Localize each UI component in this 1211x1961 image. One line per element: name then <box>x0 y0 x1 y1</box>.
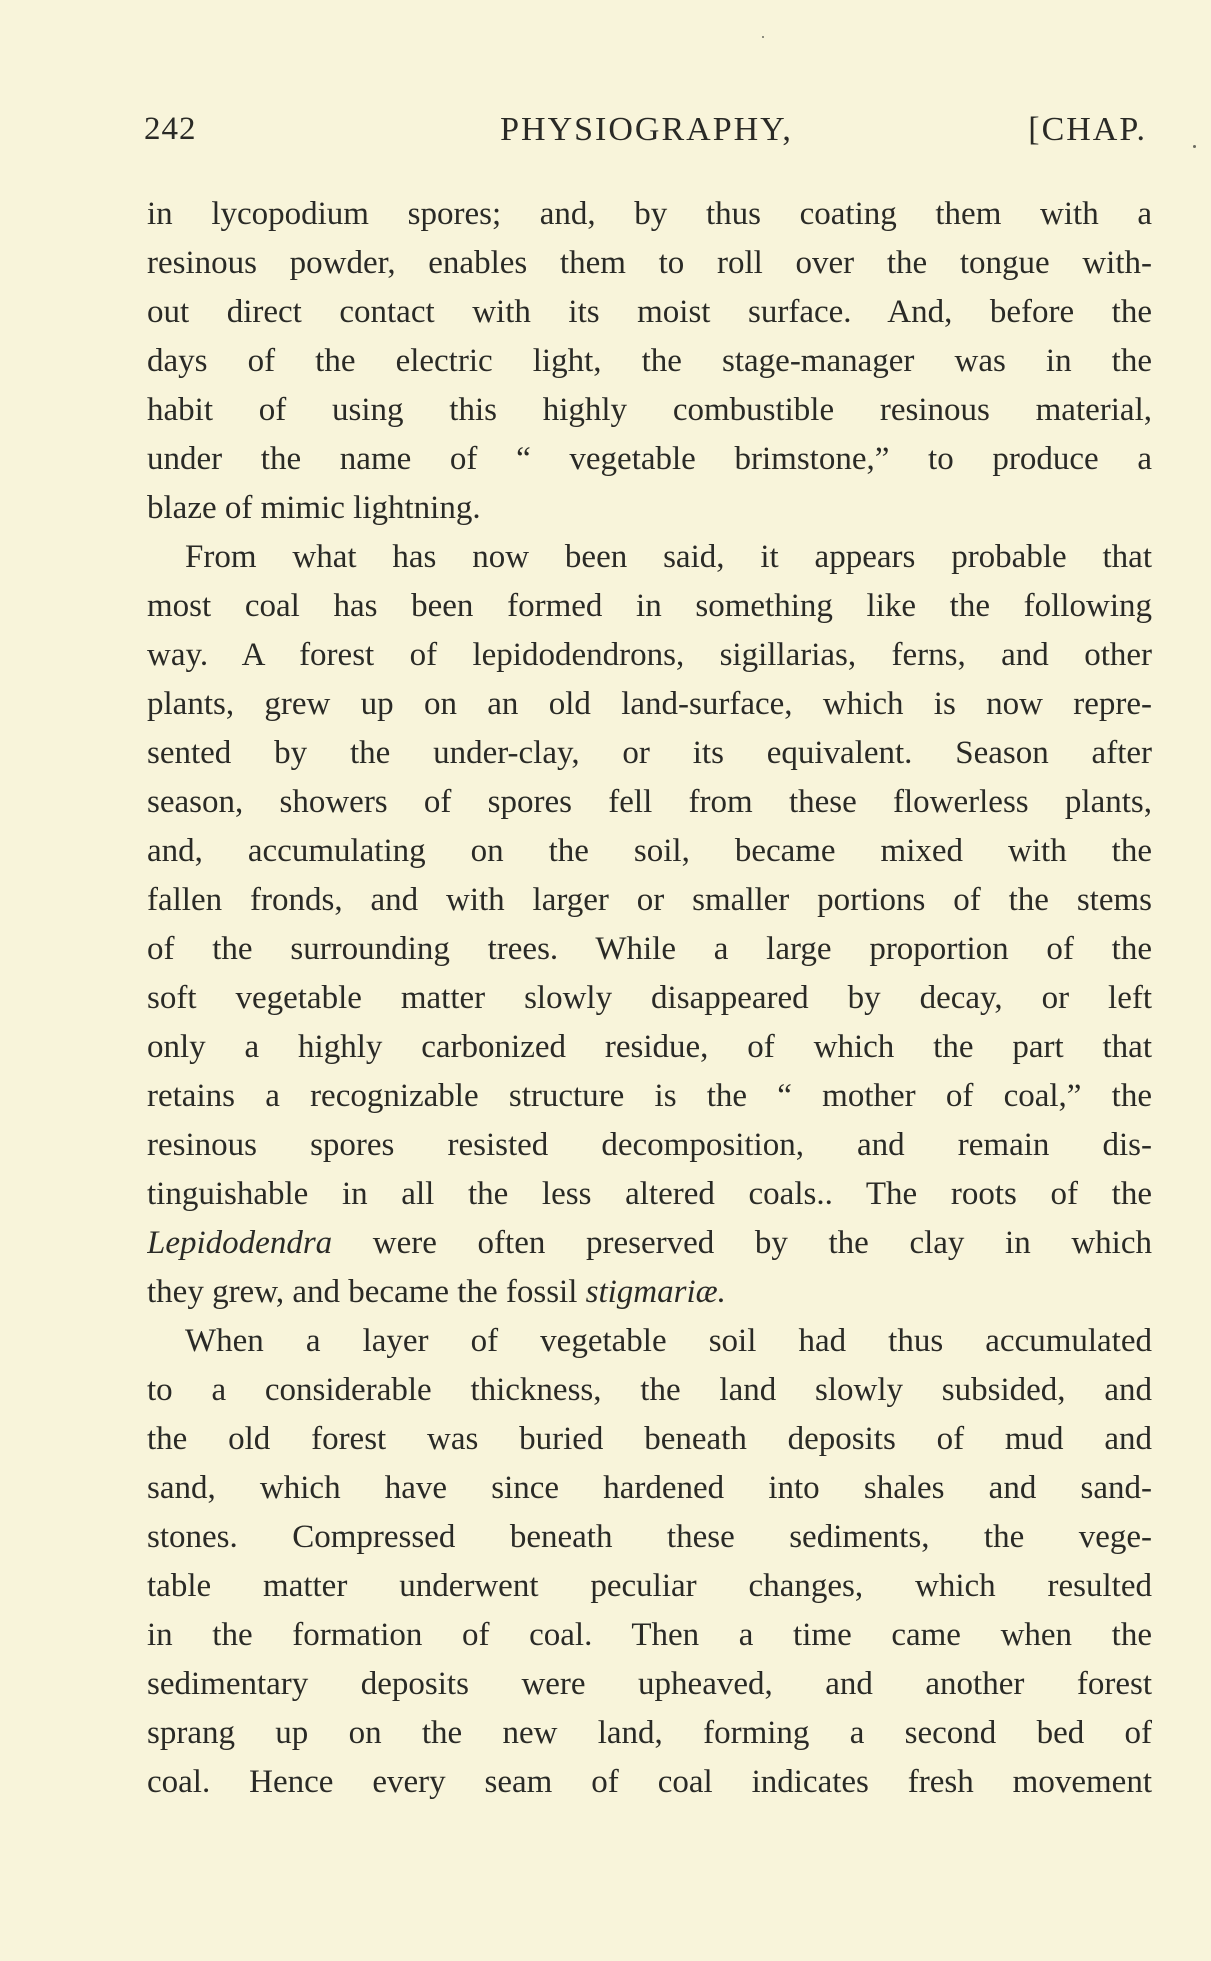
page-number: 242 <box>144 111 197 147</box>
text-line: resinous powder, enables them to roll over the tongue with- <box>147 245 1152 281</box>
text-line: stones. Compressed beneath these sediments, the vege- <box>147 1519 1152 1555</box>
text-line <box>147 1219 1152 1268</box>
print-speck <box>762 36 764 38</box>
text-line: under the name of “ vegetable brimstone,” to produce a <box>147 441 1152 477</box>
text-line: fallen fronds, and with larger or smaller portions of the stems <box>147 882 1152 918</box>
paragraph-start: When a layer of vegetable soil had thus accumulated <box>185 1323 1152 1359</box>
page-header <box>140 103 1153 153</box>
text-line: in the formation of coal. Then a time came when the <box>147 1617 1152 1653</box>
text-line: retains a recognizable structure is the “ mother of coal,” the <box>147 1078 1152 1114</box>
text-line: sprang up on the new land, forming a second bed of <box>147 1715 1152 1751</box>
text-line: coal. Hence every seam of coal indicates fresh movement <box>147 1764 1152 1800</box>
chapter-marker: [CHAP. <box>1028 111 1147 148</box>
text-line: of the surrounding trees. While a large proportion of the <box>147 931 1152 967</box>
text-line: habit of using this highly combustible resinous material, <box>147 392 1152 428</box>
text-line: way. A forest of lepidodendrons, sigillarias, ferns, and other <box>147 637 1152 673</box>
body-text <box>147 190 1152 1807</box>
text-line: days of the electric light, the stage-manager was in the <box>147 343 1152 379</box>
text-line: table matter underwent peculiar changes, which resulted <box>147 1568 1152 1604</box>
text-segment: they grew, and became the fossil <box>147 1274 586 1310</box>
text-line: plants, grew up on an old land-surface, which is now repre- <box>147 686 1152 722</box>
text-line: blaze of mimic lightning. <box>147 490 481 526</box>
text-line: sented by the under-clay, or its equivalent. Season after <box>147 735 1152 771</box>
text-line: tinguishable in all the less altered coals.. The roots of the <box>147 1176 1152 1212</box>
text-line: and, accumulating on the soil, became mixed with the <box>147 833 1152 869</box>
text-line: sedimentary deposits were upheaved, and another forest <box>147 1666 1152 1702</box>
print-speck <box>1193 145 1196 148</box>
italic-term: Lepidodendra <box>147 1225 333 1261</box>
text-line: in lycopodium spores; and, by thus coating them with a <box>147 196 1152 232</box>
text-line: resinous spores resisted decomposition, and remain dis- <box>147 1127 1152 1163</box>
running-title: PHYSIOGRAPHY, <box>500 111 793 148</box>
paragraph-start: From what has now been said, it appears probable that <box>185 539 1152 575</box>
text-line: the old forest was buried beneath deposits of mud and <box>147 1421 1152 1457</box>
text-line: sand, which have since hardened into shales and sand- <box>147 1470 1152 1506</box>
text-line: to a considerable thickness, the land slowly subsided, and <box>147 1372 1152 1408</box>
text-line: only a highly carbonized residue, of which the part that <box>147 1029 1152 1065</box>
text-line: out direct contact with its moist surface. And, before the <box>147 294 1152 330</box>
italic-term: stigmariæ. <box>585 1274 726 1310</box>
text-line: most coal has been formed in something like the following <box>147 588 1152 624</box>
text-segment: were often preserved by the clay in which <box>332 1225 1152 1261</box>
text-line: season, showers of spores fell from these flowerless plants, <box>147 784 1152 820</box>
text-line: soft vegetable matter slowly disappeared by decay, or left <box>147 980 1152 1016</box>
text-line <box>147 1268 1152 1317</box>
